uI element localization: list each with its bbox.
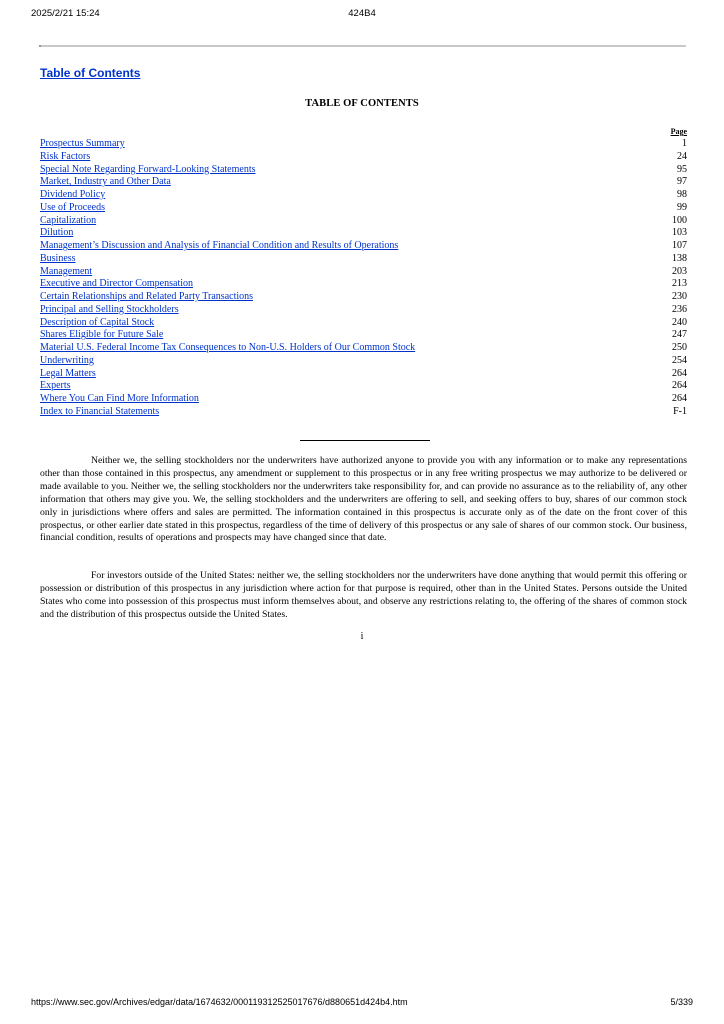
toc-page-number: 103 (672, 227, 687, 239)
toc-page-number: 264 (672, 367, 687, 379)
toc-entry-link[interactable]: Legal Matters (40, 367, 96, 379)
toc-row (40, 227, 687, 240)
toc-page-number: F-1 (673, 405, 687, 417)
toc-entry-link[interactable]: Principal and Selling Stockholders (40, 303, 179, 315)
toc-row (40, 189, 687, 202)
toc-entry-link[interactable]: Dilution (40, 227, 74, 239)
toc-entry-link[interactable]: Executive and Director Compensation (40, 278, 194, 290)
toc-row (40, 240, 687, 253)
toc-page-number: 250 (672, 342, 687, 353)
page-column-header: Page (670, 127, 687, 136)
toc-entry-link[interactable]: Index to Financial Statements (40, 405, 160, 417)
toc-page-number: 100 (672, 214, 687, 226)
foreign-investors-paragraph (40, 570, 687, 622)
toc-row (40, 393, 687, 406)
disclaimer-paragraph (40, 455, 687, 545)
toc-row (40, 202, 687, 215)
toc-entry-link[interactable]: Where You Can Find More Information (40, 393, 199, 404)
page-number: i (360, 631, 364, 642)
toc-entry-link[interactable]: Use of Proceeds (40, 201, 105, 213)
top-divider (39, 45, 686, 47)
toc-entry-link[interactable]: Shares Eligible for Future Sale (40, 329, 164, 341)
toc-page-number: 1 (682, 138, 687, 149)
toc-row (40, 291, 687, 304)
toc-row (40, 278, 687, 291)
toc-row (40, 176, 687, 189)
toc-entry-link[interactable]: Management’s Discussion and Analysis of Financial Condition and Results of Operations (40, 240, 399, 251)
toc-page-number: 236 (672, 303, 687, 315)
toc-entry-link[interactable]: Description of Capital Stock (40, 316, 155, 328)
source-url: https://www.sec.gov/Archives/edgar/data/1674632/000119312525017676/d880651d424b4.htm (31, 997, 408, 1007)
toc-table (40, 126, 687, 419)
page-title: TABLE OF CONTENTS (305, 98, 419, 109)
toc-row (40, 215, 687, 228)
toc-page-number: 99 (677, 201, 687, 213)
toc-page-number: 240 (672, 316, 687, 328)
toc-list (40, 138, 687, 419)
toc-page-number: 213 (672, 278, 687, 290)
table-of-contents-link[interactable]: Table of Contents (40, 66, 141, 80)
foreign-investors-text: For investors outside of the United States: neither we, the selling stockholders nor the underwriters have done anything that would permit this offering or possession or distribution of this prospectus in any jurisdiction where action for that purpose is required, other than in the United States. Persons outside the United States who come into possession of this prospectus must inform themselves about, and observe any restrictions relating to, the offering of the shares of common stock and the distribution of this prospectus outside the United States. (40, 570, 687, 620)
toc-entry-link[interactable]: Material U.S. Federal Income Tax Consequences to Non-U.S. Holders of Our Common Stock (40, 342, 416, 353)
toc-entry-link[interactable]: Underwriting (40, 354, 94, 366)
toc-page-number: 247 (672, 329, 687, 341)
toc-page-number: 230 (672, 291, 687, 302)
toc-page-number: 254 (672, 354, 687, 366)
toc-row (40, 164, 687, 177)
toc-row (40, 253, 687, 266)
toc-page-number: 203 (672, 265, 687, 277)
print-pager: 5/339 (670, 997, 693, 1007)
toc-row (40, 304, 687, 317)
toc-row (40, 329, 687, 342)
toc-entry-link[interactable]: Prospectus Summary (40, 138, 125, 149)
toc-page-number: 264 (672, 393, 687, 404)
print-footer (0, 997, 724, 1011)
toc-row (40, 317, 687, 330)
print-header (0, 8, 724, 22)
toc-row (40, 138, 687, 151)
toc-row (40, 380, 687, 393)
toc-page-number: 98 (677, 189, 687, 200)
toc-entry-link[interactable]: Market, Industry and Other Data (40, 176, 171, 188)
toc-entry-link[interactable]: Capitalization (40, 214, 97, 226)
toc-entry-link[interactable]: Business (40, 252, 76, 264)
print-datetime: 2025/2/21 15:24 (31, 8, 100, 19)
toc-entry-link[interactable]: Management (40, 265, 93, 277)
document-id: 424B4 (348, 8, 376, 19)
toc-entry-link[interactable]: Experts (40, 380, 71, 392)
toc-page-number: 95 (677, 163, 687, 175)
toc-entry-link[interactable]: Special Note Regarding Forward-Looking Statements (40, 163, 256, 175)
section-divider (300, 440, 430, 441)
toc-entry-link[interactable]: Risk Factors (40, 150, 91, 162)
toc-page-number: 264 (672, 380, 687, 392)
toc-entry-link[interactable]: Certain Relationships and Related Party Transactions (40, 291, 254, 302)
toc-page-number: 107 (672, 240, 687, 251)
toc-row (40, 342, 687, 355)
toc-row (40, 355, 687, 368)
toc-page-number: 24 (677, 150, 687, 162)
toc-page-number: 138 (672, 252, 687, 264)
toc-entry-link[interactable]: Dividend Policy (40, 189, 106, 200)
toc-page-number: 97 (677, 176, 687, 188)
toc-row (40, 151, 687, 164)
toc-row (40, 368, 687, 381)
disclaimer-text: Neither we, the selling stockholders nor the underwriters have authorized anyone to provide you with any information or to make any representations other than those contained in this prospectus, any amendment or supplement to this prospectus or in any free writing prospectus we may authorize to be delivered or made available to you. Neither we, the selling stockholders nor the underwriters take responsibility for, and can provide no assurance as to the reliability of, any other information that others may give you. We, the selling stockholders and the underwriters are offering to sell, and seeking offers to buy, shares of our common stock only in jurisdictions where offers and sales are permitted. The information contained in this prospectus is accurate only as of the date on the front cover of this prospectus, or other earlier date stated in this prospectus, regardless of the time of delivery of this prospectus or any sale of shares of our common stock. Our business, financial condition, results of operations and prospects may have changed since that date. (40, 455, 687, 544)
toc-row (40, 266, 687, 279)
toc-row (40, 406, 687, 419)
